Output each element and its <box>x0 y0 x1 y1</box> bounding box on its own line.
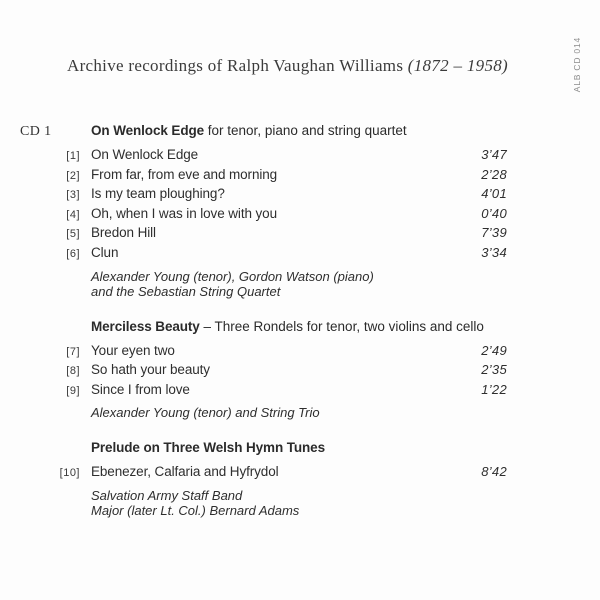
track-title: Ebenezer, Calfaria and Hyfrydol <box>91 464 279 480</box>
track-row <box>0 343 507 363</box>
track-title: Your eyen two <box>91 342 175 358</box>
performer-credits <box>91 405 507 420</box>
track-duration: 2’28 <box>481 166 507 182</box>
work-heading <box>91 319 507 343</box>
track-row <box>0 245 507 265</box>
page-title-dates: (1872 – 1958) <box>407 56 509 75</box>
work-title: Merciless Beauty <box>91 318 200 334</box>
disc-label: CD 1 <box>20 124 52 139</box>
track-number: [9] <box>66 384 80 397</box>
track-row <box>0 206 507 226</box>
track-duration: 2’35 <box>481 362 507 378</box>
catalog-number: ALB CD 014 <box>572 37 582 93</box>
credit-line: and the Sebastian String Quartet <box>91 283 281 299</box>
performer-credits <box>91 488 507 518</box>
work-subtitle: – Three Rondels for tenor, two violins and cello <box>199 318 484 334</box>
track-duration: 2’49 <box>481 342 507 358</box>
track-row <box>0 362 507 382</box>
track-title: Since I from love <box>91 381 190 397</box>
track-row <box>0 225 507 245</box>
track-duration: 8’42 <box>481 464 507 480</box>
track-duration: 0’40 <box>481 205 507 221</box>
work-section <box>0 440 507 518</box>
work-title: Prelude on Three Welsh Hymn Tunes <box>91 440 325 456</box>
track-listing <box>0 123 507 518</box>
track-number: [4] <box>66 208 80 221</box>
track-title: On Wenlock Edge <box>91 147 199 162</box>
performer-credits <box>91 269 507 299</box>
page-title-main: Archive recordings of Ralph Vaughan Williams <box>67 56 408 75</box>
track-title: Is my team ploughing? <box>91 186 225 202</box>
track-row <box>0 464 507 484</box>
credit-line: Alexander Young (tenor), Gordon Watson (piano) <box>91 268 374 284</box>
track-duration: 3’34 <box>481 244 507 260</box>
track-number: [7] <box>66 345 80 358</box>
track-duration: 3’47 <box>481 147 507 162</box>
track-number: [2] <box>66 169 80 182</box>
track-title: From far, from eve and morning <box>91 166 278 182</box>
track-title: Clun <box>91 244 119 260</box>
track-number: [1] <box>66 150 80 162</box>
track-title: So hath your beauty <box>91 362 210 378</box>
work-section <box>0 319 507 421</box>
track-number: [5] <box>66 228 80 241</box>
credit-line: Salvation Army Staff Band <box>91 487 243 503</box>
track-number: [10] <box>59 467 80 480</box>
work-subtitle: for tenor, piano and string quartet <box>204 123 407 138</box>
work-heading <box>91 123 507 147</box>
track-title: Oh, when I was in love with you <box>91 205 277 221</box>
track-number: [3] <box>66 189 80 202</box>
work-title: On Wenlock Edge <box>91 123 205 138</box>
work-section <box>0 123 507 299</box>
track-number: [6] <box>66 247 80 260</box>
credit-line: Major (later Lt. Col.) Bernard Adams <box>91 502 300 518</box>
track-row <box>0 147 507 167</box>
track-row <box>0 382 507 402</box>
credit-line: Alexander Young (tenor) and String Trio <box>91 405 320 421</box>
work-heading <box>91 440 507 464</box>
track-title: Bredon Hill <box>91 225 156 241</box>
track-duration: 4’01 <box>481 186 507 202</box>
track-row <box>0 186 507 206</box>
track-row <box>0 167 507 187</box>
page-title <box>67 56 508 76</box>
track-duration: 1’22 <box>481 381 507 397</box>
track-number: [8] <box>66 365 80 378</box>
track-duration: 7’39 <box>481 225 507 241</box>
